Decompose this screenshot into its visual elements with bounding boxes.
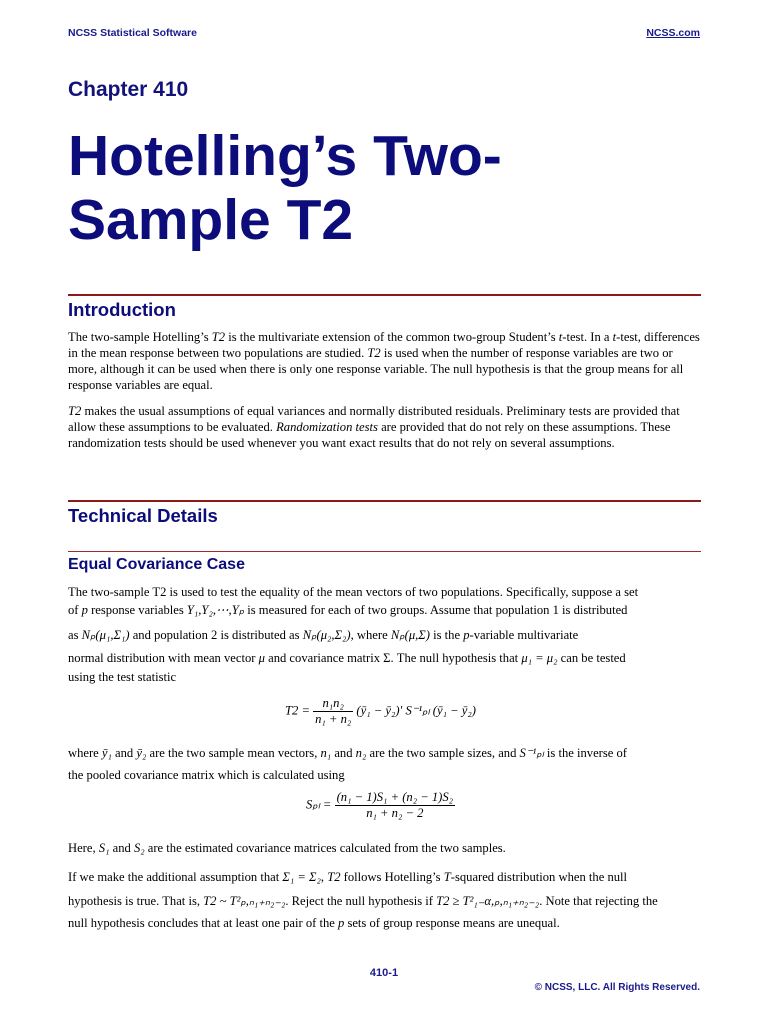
intro-paragraph-2: T2 makes the usual assumptions of equal variances and normally distributed residuals. Preliminary tests are provided that allow these assumptions to be evaluated. Randomization tests are provided that do not rely on these assumptions. These randomization tests should be used whenever you want exact results that do not rely on several assumptions. (68, 404, 680, 450)
copyright: © NCSS, LLC. All Rights Reserved. (534, 982, 700, 993)
intro-paragraph-1: The two-sample Hotelling’s T2 is the multivariate extension of the common two-group Student’s t-test. In a t-test, differences in the mean response between two populations are studied. T2 is used when the number of response variables are two or more, although it can be used when there is only one response variable. The null hypothesis is that the group means for all response variables are equal. (68, 330, 700, 392)
pooled-cov-equation: Sₚₗ = $\frac{\text{(n₁ − 1)S₁ + (n₂ − 1)S₂}}{\text{n₁ + n₂ − 2}}$ (306, 790, 454, 820)
text-line: Here, S₁ and S₂ are the estimated covariance matrices calculated from the two samples. (68, 841, 506, 855)
technical-heading: Technical Details (68, 505, 218, 526)
text-line: the pooled covariance matrix which is calculated using (68, 768, 345, 782)
chapter-label: Chapter 410 (68, 78, 189, 101)
header-software-name: NCSS Statistical Software (68, 27, 197, 39)
text-line: using the test statistic (68, 670, 177, 684)
text-line: If we make the additional assumption that Σ₁ = Σ₂, T2 follows Hotelling’s T-squared distribution when the null (68, 870, 628, 884)
t2-equation: T2 = $\frac{\text{n₁n₂}}{\text{n₁ + n₂}}$ (ȳ₁ − ȳ₂)′ S⁻¹ₚₗ (ȳ₁ − ȳ₂) (285, 696, 476, 726)
text-line: hypothesis is true. That is, T2 ~ T²ₚ,ₙ₁₊ₙ₂₋₂. Reject the null hypothesis if T2 ≥ T²₁₋α,ₚ,ₙ₁₊ₙ₂₋₂. Note that rejecting the (68, 894, 658, 908)
title-line-1: Hotelling’s Two- (68, 124, 502, 188)
header-site-link[interactable]: NCSS.com (646, 27, 700, 39)
subsection-rule (68, 551, 701, 552)
title-line-2: Sample T2 (68, 188, 354, 252)
fraction: $\frac{\text{(n₁ − 1)S₁ + (n₂ − 1)S₂}}{\text{n₁ + n₂ − 2}}$ (336, 790, 454, 820)
section-rule (68, 500, 701, 502)
text-line: where ȳ₁ and ȳ₂ are the two sample mean vectors, n₁ and n₂ are the two sample sizes, and S⁻¹ₚₗ is the inverse of (68, 746, 628, 760)
text-line: of p response variables Y₁,Y₂,⋯,Yₚ is measured for each of two groups. Assume that population 1 is distributed (68, 603, 628, 617)
equal-cov-heading: Equal Covariance Case (68, 556, 245, 573)
text-line: normal distribution with mean vector μ and covariance matrix Σ. The null hypothesis that μ₁ = μ₂ can be tested (68, 651, 626, 665)
fraction: $\frac{\text{n₁n₂}}{\text{n₁ + n₂}}$ (315, 696, 352, 726)
page-title (68, 124, 502, 252)
page-number: 410-1 (369, 967, 399, 979)
intro-heading: Introduction (68, 299, 176, 320)
text-line: null hypothesis concludes that at least one pair of the p sets of group response means are unequal. (68, 916, 560, 930)
text-line: The two-sample T2 is used to test the equality of the mean vectors of two populations. Specifically, suppose a set (68, 585, 639, 599)
section-rule (68, 294, 701, 296)
text-line: as Nₚ(μ₁,Σ₁) and population 2 is distributed as Nₚ(μ₂,Σ₂), where Nₚ(μ,Σ) is the p-variable multivariate (68, 628, 579, 642)
